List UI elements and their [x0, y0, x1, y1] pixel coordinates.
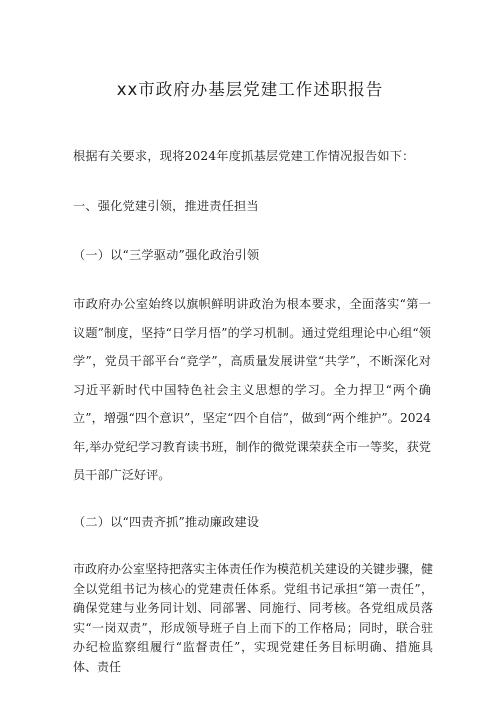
- intro-paragraph: 根据有关要求，现将2024年度抓基层党建工作情况报告如下：: [73, 149, 415, 163]
- body-paragraph: 市政府办公室始终以旗帜鲜明讲政治为根本要求，全面落实“第一议题”制度，坚持“日学月悟”的学习机制。通过党组理论中心组“领学”，党员干部平台“竞学”，高质量发展讲堂“共学”，不断深化对习近平新时代中国特色社会主义思想的学习。全力捍卫“两个确立”，增强“四个意识”，坚定“四个自信”，做到“两个维护”。2024年,举办党纪学习教育读书班，制作的微党课荣获全市一等奖，获党员干部广泛好评。: [73, 297, 431, 482]
- subsection-heading: （一）以“三学驱动”强化政治引领: [73, 248, 260, 262]
- body-paragraph: 市政府办公室坚持把落实主体责任作为模范机关建设的关键步骤，健全以党组书记为核心的党建责任体系。党组书记承担“第一责任”，确保党建与业务同计划、同部署、同施行、同考核。各党组成员落实“一岗双责”，形成领导班子自上而下的工作格局；同时，联合驻办纪检监察组履行“监督责任”，实现党建任务目标明确、措施具体、责任: [73, 562, 434, 674]
- section-heading: 一、强化党建引领，推进责任担当: [73, 199, 259, 213]
- document-title: xx市政府办基层党建工作述职报告: [116, 80, 384, 99]
- subsection-heading: （二）以“四责齐抓”推动廉政建设: [73, 515, 260, 529]
